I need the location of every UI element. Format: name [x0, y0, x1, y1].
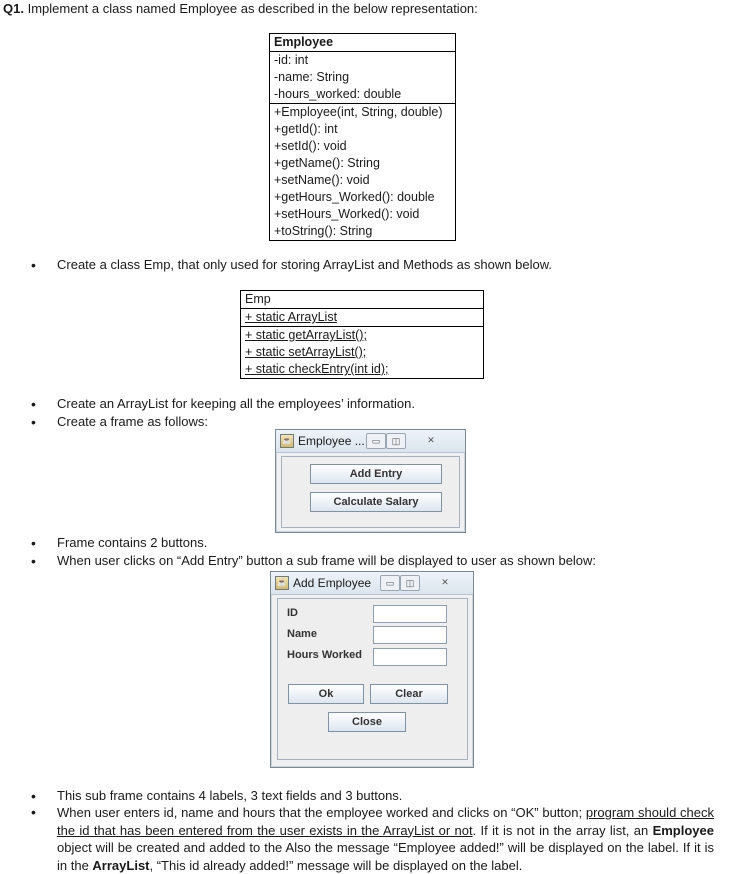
- bullet-text: Frame contains 2 buttons.: [57, 535, 208, 550]
- uml-method: + static checkEntry(int id);: [245, 362, 389, 376]
- clear-button[interactable]: Clear: [370, 684, 448, 704]
- bullet-text: Create a frame as follows:: [57, 414, 209, 429]
- maximize-button[interactable]: ◫: [386, 433, 406, 449]
- bullet-text: object will be created and added to the Also the message “Employee added!” will be displayed on the label. If it is in the: [57, 840, 714, 873]
- add-employee-window: [270, 571, 474, 768]
- uml-class-name: Employee: [274, 35, 334, 49]
- uml-method: +setName(): void: [274, 173, 370, 187]
- uml-attribute: -hours_worked: double: [274, 87, 402, 101]
- window-title: Employee ...: [298, 434, 365, 448]
- java-app-icon: ☕: [275, 576, 289, 590]
- close-window-button[interactable]: ✕: [441, 577, 449, 587]
- uml-method: + static getArrayList();: [245, 328, 367, 342]
- maximize-button[interactable]: ◫: [400, 575, 420, 591]
- uml-method: +getName(): String: [274, 156, 380, 170]
- bullet-item: [31, 395, 415, 413]
- uml-method: +Employee(int, String, double): [274, 105, 443, 119]
- bullet-item: [31, 804, 714, 874]
- add-entry-button[interactable]: Add Entry: [310, 464, 442, 484]
- bullet-dot-icon: •: [31, 414, 36, 430]
- emp-uml-diagram: [240, 290, 484, 379]
- hours-worked-field[interactable]: [373, 648, 447, 666]
- bullet-text: . If it is not in the array list, an: [472, 822, 653, 838]
- bullet-text: When user enters id, name and hours that the employee worked and clicks on “OK” button;: [57, 805, 586, 820]
- window-title: Add Employee: [293, 576, 372, 590]
- uml-method: +getHours_Worked(): double: [274, 190, 435, 204]
- name-field[interactable]: [373, 626, 447, 644]
- uml-attribute: -name: String: [274, 70, 350, 84]
- close-window-button[interactable]: ✕: [427, 435, 435, 445]
- uml-methods: [241, 326, 483, 378]
- uml-class-name: Emp: [245, 292, 271, 306]
- java-app-icon: ☕: [280, 434, 294, 448]
- hours-worked-label: Hours Worked: [287, 649, 362, 661]
- uml-method: +setId(): void: [274, 139, 347, 153]
- employee-uml-diagram: [269, 33, 456, 241]
- frame-content-panel: [277, 598, 468, 760]
- bullet-text: When user clicks on “Add Entry” button a sub frame will be displayed to user as shown below:: [57, 553, 597, 568]
- id-label: ID: [287, 607, 298, 619]
- ok-button[interactable]: Ok: [288, 684, 364, 704]
- close-button[interactable]: Close: [328, 712, 406, 732]
- bullet-dot-icon: •: [31, 804, 36, 820]
- bullet-text: Create a class Emp, that only used for storing ArrayList and Methods as shown below.: [57, 257, 552, 272]
- bullet-dot-icon: •: [31, 553, 36, 569]
- bullet-item: [31, 256, 552, 274]
- question-text: Implement a class named Employee as described in the below representation:: [23, 1, 478, 16]
- minimize-button[interactable]: ▭: [380, 575, 400, 591]
- id-field[interactable]: [373, 605, 447, 623]
- bullet-text: , “This id already added!” message will be displayed on the label.: [149, 857, 523, 873]
- uml-method: + static setArrayList();: [245, 345, 367, 359]
- bullet-dot-icon: •: [31, 535, 36, 551]
- uml-attribute: -id: int: [274, 53, 309, 67]
- name-label: Name: [287, 628, 317, 640]
- uml-attributes: [270, 51, 455, 103]
- uml-attribute: + static ArrayList: [245, 310, 338, 324]
- question-number: Q1.: [3, 1, 24, 16]
- frame-content-panel: [281, 456, 460, 528]
- bullet-dot-icon: •: [31, 396, 36, 412]
- uml-method: +toString(): String: [274, 224, 373, 238]
- bullet-item: [31, 787, 403, 805]
- bullet-item: [31, 552, 597, 570]
- bullet-item: [31, 534, 208, 552]
- uml-method: +setHours_Worked(): void: [274, 207, 420, 221]
- bullet-item: [31, 413, 209, 431]
- bullet-text-bold: ArrayList: [92, 857, 150, 873]
- bullet-text-bold: Employee: [652, 822, 714, 838]
- calculate-salary-button[interactable]: Calculate Salary: [310, 492, 442, 512]
- bullet-text: This sub frame contains 4 labels, 3 text fields and 3 buttons.: [57, 788, 403, 803]
- uml-method: +getId(): int: [274, 122, 338, 136]
- minimize-button[interactable]: ▭: [366, 433, 386, 449]
- employee-frame-window: [275, 429, 466, 533]
- question-title: [3, 1, 478, 16]
- bullet-text: Create an ArrayList for keeping all the employees’ information.: [57, 396, 415, 411]
- bullet-text-underlined: program should check the id that has been entered from the user exists in the ArrayList or not: [57, 805, 714, 838]
- uml-methods: [270, 103, 455, 240]
- bullet-dot-icon: •: [31, 788, 36, 804]
- bullet-dot-icon: •: [31, 257, 36, 273]
